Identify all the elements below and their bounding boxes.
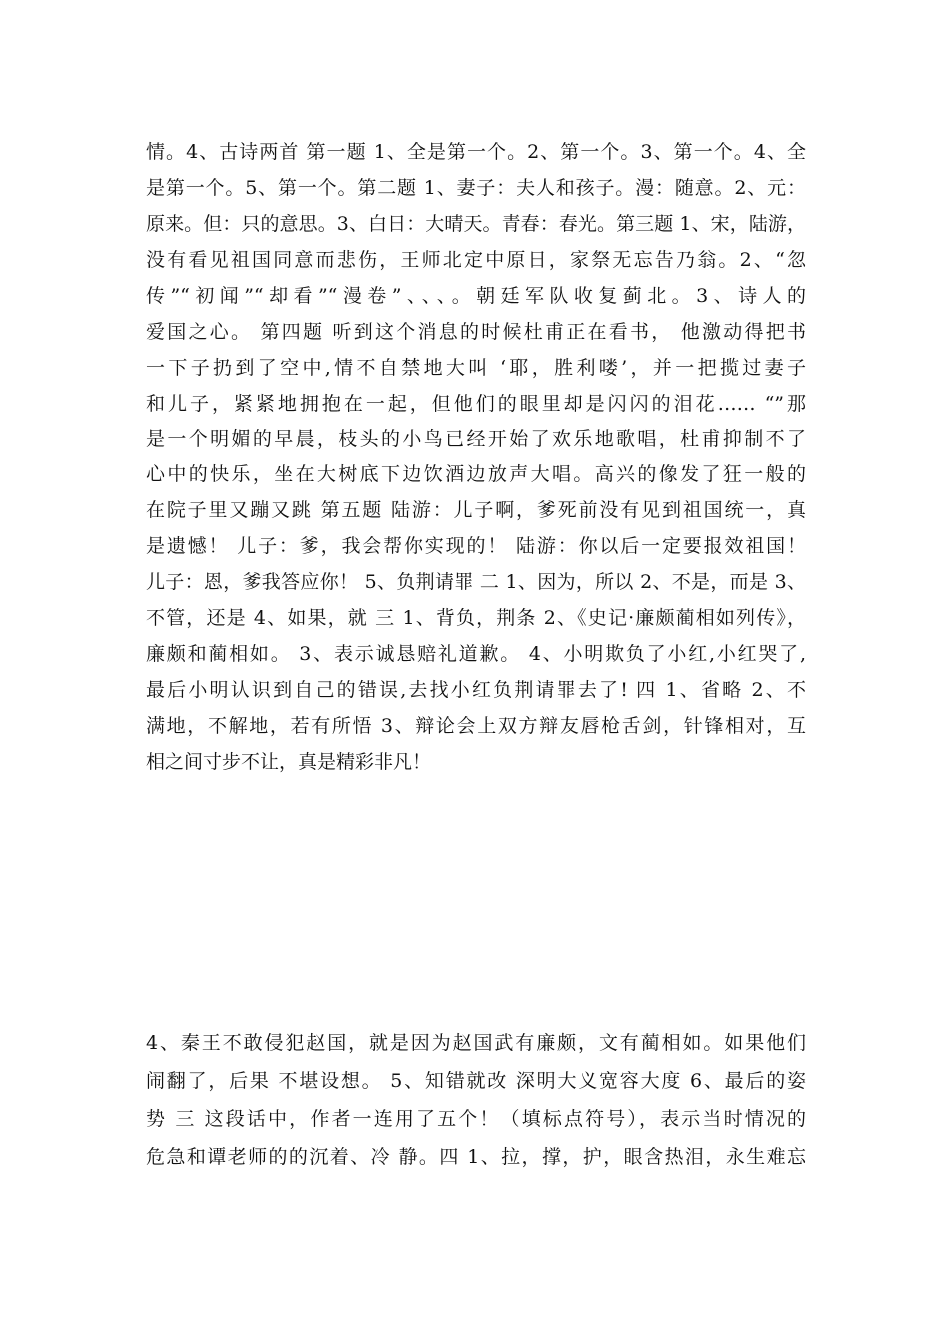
answer-paragraph-1 <box>146 134 806 780</box>
text-line: 和儿子，紧紧地拥抱在一起，但他们的眼里却是闪闪的泪花…… “”那 <box>146 393 806 415</box>
text-line: 最后小明认识到自己的错误,去找小红负荆请罪去了! 四 1、省略 2、不 <box>146 679 806 701</box>
text-line: 是一个明媚的早晨，枝头的小鸟已经开始了欢乐地歌唱，杜甫抑制不了 <box>146 428 806 450</box>
text-line: 没有看见祖国同意而悲伤，王师北定中原日，家祭无忘告乃翁。2、“忽 <box>146 249 806 271</box>
text-line: 在院子里又蹦又跳 第五题 陆游：儿子啊，爹死前没有见到祖国统一，真 <box>146 499 806 521</box>
text-line: 势 三 这段话中，作者一连用了五个！（填标点符号），表示当时情况的 <box>146 1108 806 1130</box>
text-line: 儿子：恩，爹我答应你！ 5、负荆请罪 二 1、因为，所以 2、不是，而是 3、 <box>146 571 806 593</box>
text-line: 是第一个。5、第一个。第二题 1、妻子：夫人和孩子。漫：随意。2、元： <box>146 177 806 199</box>
text-line: 满地，不解地，若有所悟 3、辩论会上双方辩友唇枪舌剑，针锋相对，互 <box>146 715 806 737</box>
text-line: 是遗憾！ 儿子：爹，我会帮你实现的！ 陆游：你以后一定要报效祖国！ <box>146 535 806 557</box>
text-line: 危急和谭老师的的沉着、冷 静。四 1、拉，撑，护，眼含热泪，永生难忘 <box>146 1146 806 1168</box>
text-line: 原来。但：只的意思。3、白日：大晴天。青春：春光。第三题 1、宋，陆游， <box>146 213 806 235</box>
text-line: 廉颇和蔺相如。 3、表示诚恳赔礼道歉。 4、小明欺负了小红,小红哭了, <box>146 643 806 665</box>
text-line: 情。4、古诗两首 第一题 1、全是第一个。2、第一个。3、第一个。4、全 <box>146 141 806 163</box>
text-line: 传”“初闻”“却看”“漫卷”、、、。朝廷军队收复蓟北。3、诗人的 <box>146 285 806 307</box>
text-line: 闹翻了，后果 不堪设想。 5、知错就改 深明大义宽容大度 6、最后的姿 <box>146 1070 806 1092</box>
text-line: 4、秦王不敢侵犯赵国，就是因为赵国武有廉颇，文有蔺相如。如果他们 <box>146 1032 806 1054</box>
answer-paragraph-2 <box>146 1024 806 1176</box>
text-line: 爱国之心。 第四题 听到这个消息的时候杜甫正在看书， 他激动得把书 <box>146 321 806 343</box>
text-line: 一下子扔到了空中,情不自禁地大叫 ‘耶，胜利喽’，并一把揽过妻子 <box>146 357 806 379</box>
text-line: 心中的快乐，坐在大树底下边饮酒边放声大唱。高兴的像发了狂一般的 <box>146 463 806 485</box>
text-line: 相之间寸步不让，真是精彩非凡！ <box>146 751 432 773</box>
text-line: 不管，还是 4、如果，就 三 1、背负，荆条 2、《史记·廉颇蔺相如列传》， <box>146 607 806 629</box>
